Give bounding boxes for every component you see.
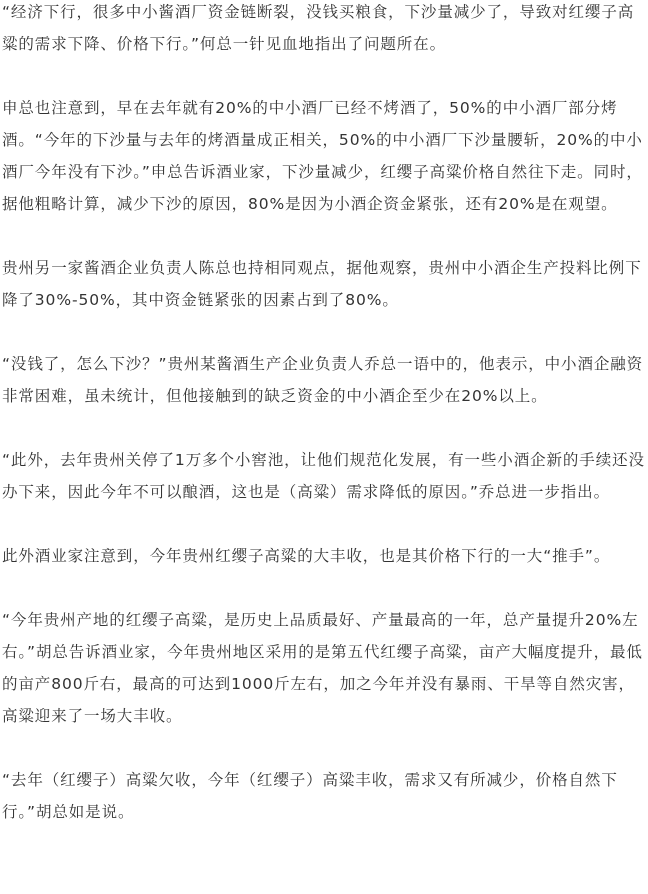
paragraph-5: “此外，去年贵州关停了1万多个小窖池，让他们规范化发展，有一些小酒企新的手续还没办下来，因此今年不可以酿酒，这也是（高粱）需求降低的原因。”乔总进一步指出。	[2, 451, 645, 501]
paragraph-8: “去年（红缨子）高粱欠收，今年（红缨子）高粱丰收，需求又有所减少，价格自然下行。”胡总如是说。	[2, 771, 618, 821]
paragraph-4: “没钱了，怎么下沙？”贵州某酱酒生产企业负责人乔总一语中的，他表示，中小酒企融资非常困难，虽未统计，但他接触到的缺乏资金的中小酒企至少在20%以上。	[2, 355, 644, 405]
paragraph-1: “经济下行，很多中小酱酒厂资金链断裂，没钱买粮食，下沙量减少了，导致对红缨子高粱的需求下降、价格下行。”何总一针见血地指出了问题所在。	[2, 3, 635, 53]
paragraph-6: 此外酒业家注意到，今年贵州红缨子高粱的大丰收，也是其价格下行的一大“推手”。	[2, 547, 611, 565]
article-body	[2, 0, 646, 860]
paragraph-3: 贵州另一家酱酒企业负责人陈总也持相同观点，据他观察，贵州中小酒企生产投料比例下降了30%-50%，其中资金链紧张的因素占到了80%。	[2, 259, 642, 309]
paragraph-2: 申总也注意到，早在去年就有20%的中小酒厂已经不烤酒了，50%的中小酒厂部分烤酒。“今年的下沙量与去年的烤酒量成正相关，50%的中小酒厂下沙量腰斩，20%的中小酒厂今年没有下沙。”申总告诉酒业家，下沙量减少，红缨子高粱价格自然往下走。同时，据他粗略计算，减少下沙的原因，80%是因为小酒企资金紧张，还有20%是在观望。	[2, 99, 643, 213]
paragraph-7: “今年贵州产地的红缨子高粱，是历史上品质最好、产量最高的一年，总产量提升20%左右。”胡总告诉酒业家，今年贵州地区采用的是第五代红缨子高粱，亩产大幅度提升，最低的亩产800斤右，最高的可达到1000斤左右，加之今年并没有暴雨、干旱等自然灾害，高粱迎来了一场大丰收。	[2, 611, 643, 725]
